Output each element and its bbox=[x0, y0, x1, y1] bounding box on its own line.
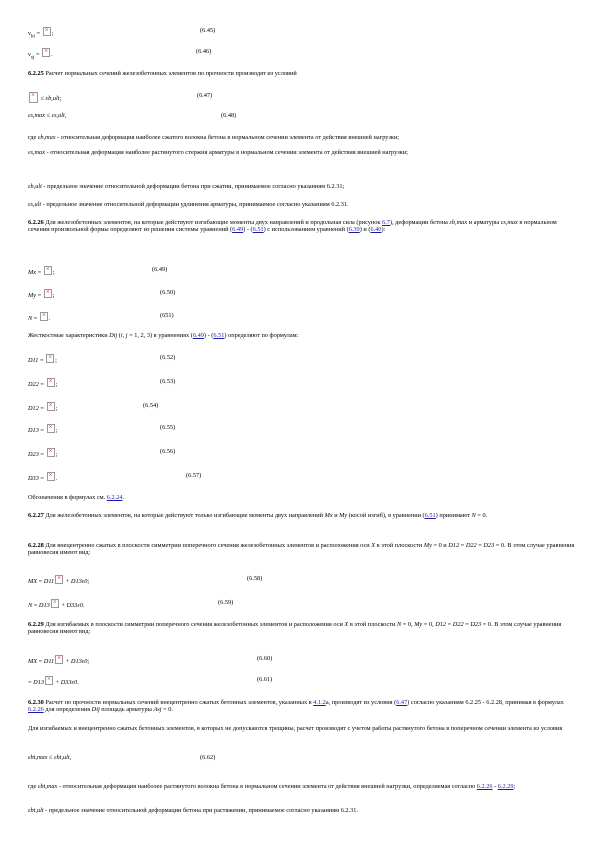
formula-line: D11 = ×; bbox=[28, 354, 575, 364]
broken-image-icon bbox=[40, 312, 48, 321]
paragraph: εbt,ult - предельное значение относительной деформации бетона при растяжении, принимаемое согласно указаниям 6.2.31. bbox=[28, 807, 359, 814]
paragraph: 6.2.30 Расчет по прочности нормальных сечений внецентренно сжатых бетонных элементов, указанных в 4.1.2а, производят из условия (6.47) согласно указаниям 6.2.25 - 6.2.28, принимая в формулах 6.2.26 для определения Dij площадь арматуры Asj = 0. bbox=[28, 699, 564, 714]
link-eq-6-51[interactable]: 6.51 bbox=[252, 226, 264, 234]
formula-line: Mx = ×; bbox=[28, 266, 575, 276]
formula-line: × ≤ εb,ult; bbox=[28, 92, 575, 103]
formula-line: D33 = ×. bbox=[28, 472, 575, 482]
broken-image-icon bbox=[47, 378, 55, 387]
broken-image-icon bbox=[44, 266, 52, 275]
broken-image-icon bbox=[47, 424, 55, 433]
equation-number: (6.45) bbox=[200, 27, 216, 34]
broken-image-icon bbox=[45, 676, 53, 685]
equation-number: (6.52) bbox=[160, 354, 176, 361]
equation-number: (6.56) bbox=[160, 448, 176, 455]
equation-number: (6.57) bbox=[186, 472, 202, 479]
link-6-2-26[interactable]: 6.2.26 bbox=[476, 783, 493, 790]
link-eq-6-49[interactable]: 6.49 bbox=[232, 226, 244, 234]
paragraph: Для изгибаемых и внецентренно сжатых бетонных элементов, в которых не допускаются трещины, расчет производят с учетом работы растянутого бетона в поперечном сечении элемента из условия bbox=[28, 725, 563, 732]
link-eq-6-39[interactable]: 6.39 bbox=[348, 226, 360, 234]
broken-image-icon bbox=[43, 27, 51, 36]
formula-line: εs,max ≤ εs,ult, bbox=[28, 112, 67, 119]
link-eq-6-40[interactable]: 6.40 bbox=[370, 226, 382, 234]
formula-line: D22 = ×; bbox=[28, 378, 575, 388]
equation-number: (6.55) bbox=[160, 424, 176, 431]
broken-image-icon bbox=[44, 289, 52, 298]
formula-line: N = ×. bbox=[28, 312, 575, 322]
broken-image-icon bbox=[55, 655, 63, 664]
equation-number: (6.48) bbox=[221, 112, 237, 119]
formula-line: εbt,max ≤ εbt,ult, bbox=[28, 754, 72, 761]
paragraph: εb,ult - предельное значение относительной деформации бетона при сжатии, принимаемое согласно указаниям 6.2.31; bbox=[28, 183, 345, 190]
equation-number: (6.49) bbox=[152, 266, 168, 273]
equation-number: (6.46) bbox=[196, 48, 212, 55]
formula-line: My = ×; bbox=[28, 289, 575, 299]
broken-image-icon bbox=[55, 575, 63, 584]
formula-line: D12 = ×; bbox=[28, 402, 575, 412]
link-eq-6-51[interactable]: 6.51 bbox=[424, 512, 436, 519]
broken-image-icon bbox=[42, 48, 50, 57]
equation-number: (6.61) bbox=[257, 676, 273, 683]
equation-number: (6.59) bbox=[218, 599, 234, 606]
paragraph: εs,ult - предельное значение относительной деформации удлинения арматуры, принимаемое согласно указаниям 6.2.31. bbox=[28, 201, 349, 208]
formula-line: $\nu_{sj}$ = ×. bbox=[28, 48, 575, 62]
paragraph: εs,max - относительная деформация наиболее растянутого стержня арматуры в нормальном сечении элемента от действия внешней нагрузки; bbox=[28, 149, 408, 156]
link-6-2-29[interactable]: 6.2.29 bbox=[497, 783, 514, 790]
equation-number: (6.54) bbox=[143, 402, 159, 409]
equation-number: (6.58) bbox=[247, 575, 263, 582]
equation-number: (6.53) bbox=[160, 378, 176, 385]
formula-line: D23 = ×; bbox=[28, 448, 575, 458]
paragraph: 6.2.26 Для железобетонных элементов, на которые действуют изгибающие моменты двух направлений и продольная сила (рисунок 6.7), деформации бетона εb,max и арматуры εs,max в нормальном сечении произвольной формы определяют из решения системы уравнений (6.49) - (6.51) с использованием уравнений (6.39) и (6.40): bbox=[28, 219, 557, 234]
link-6-2-24[interactable]: 6.2.24 bbox=[106, 494, 123, 501]
paragraph: Обозначения в формулах см. 6.2.24. bbox=[28, 494, 125, 501]
link-6-2-26[interactable]: 6.2.26 bbox=[28, 706, 44, 714]
link-eq-6-47[interactable]: 6.47 bbox=[396, 699, 408, 706]
equation-number: (651) bbox=[160, 312, 174, 319]
link-figure-6-7[interactable]: 6.7 bbox=[382, 219, 390, 226]
broken-image-icon bbox=[47, 402, 55, 411]
broken-image-icon bbox=[47, 448, 55, 457]
paragraph: Жесткостные характеристики Dij (i, j = 1, 2, 3) в уравнениях (6.49) - (6.51) определяют по формулам: bbox=[28, 332, 299, 339]
paragraph: 6.2.28 Для внецентренно сжатых в плоскости симметрии поперечного сечения железобетонных элементов и расположения оси X в этой плоскости My = 0 и D12 = D22 = D23 = 0. В этом случае уравнения равновесия имеют вид: bbox=[28, 542, 575, 557]
formula-line: MX = D11× + D13ε0; bbox=[28, 575, 575, 585]
broken-image-icon bbox=[29, 92, 38, 103]
broken-image-icon bbox=[46, 354, 54, 363]
formula-line: MX = D11× + D13ε0; bbox=[28, 655, 575, 665]
paragraph: где εb,max - относительная деформация наиболее сжатого волокна бетона в нормальном сечении элемента от действия внешней нагрузки; bbox=[28, 134, 400, 141]
equation-number: (6.60) bbox=[257, 655, 273, 662]
paragraph: где εbt,max - относительная деформация наиболее растянутого волокна бетона в нормальном сечении элемента от действия внешней нагрузки, определяемая согласно 6.2.26 - 6.2.29; bbox=[28, 783, 516, 790]
formula-line: = D13× + D33ε0. bbox=[28, 676, 575, 686]
paragraph: 6.2.27 Для железобетонных элементов, на которые действуют только изгибающие моменты двух направлений Mx и My (косой изгиб), в уравнении (6.51) принимают N = 0. bbox=[28, 512, 488, 519]
broken-image-icon bbox=[47, 472, 55, 481]
link-4-1-2[interactable]: 4.1.2 bbox=[313, 699, 326, 706]
paragraph: 6.2.25 Расчет нормальных сечений железобетонных элементов по прочности производят из условий bbox=[28, 70, 297, 77]
equation-number: (6.62) bbox=[200, 754, 216, 761]
formula-line: D13 = ×; bbox=[28, 424, 575, 434]
equation-number: (6.47) bbox=[197, 92, 213, 99]
equation-number: (6.50) bbox=[160, 289, 176, 296]
link-eq-6-51[interactable]: 6.51 bbox=[213, 332, 225, 339]
formula-line: N = D13× + D33ε0. bbox=[28, 599, 575, 609]
paragraph: 6.2.29 Для изгибаемых в плоскости симметрии поперечного сечения железобетонных элементов и расположения оси X в этой плоскости N = 0, My = 0, D12 = D22 = D23 = 0. В этом случае уравнения равновесия имеют вид: bbox=[28, 621, 562, 636]
formula-line: $\nu_{bi}$ = ×; bbox=[28, 27, 575, 41]
link-eq-6-49[interactable]: 6.49 bbox=[192, 332, 204, 339]
broken-image-icon bbox=[51, 599, 59, 608]
